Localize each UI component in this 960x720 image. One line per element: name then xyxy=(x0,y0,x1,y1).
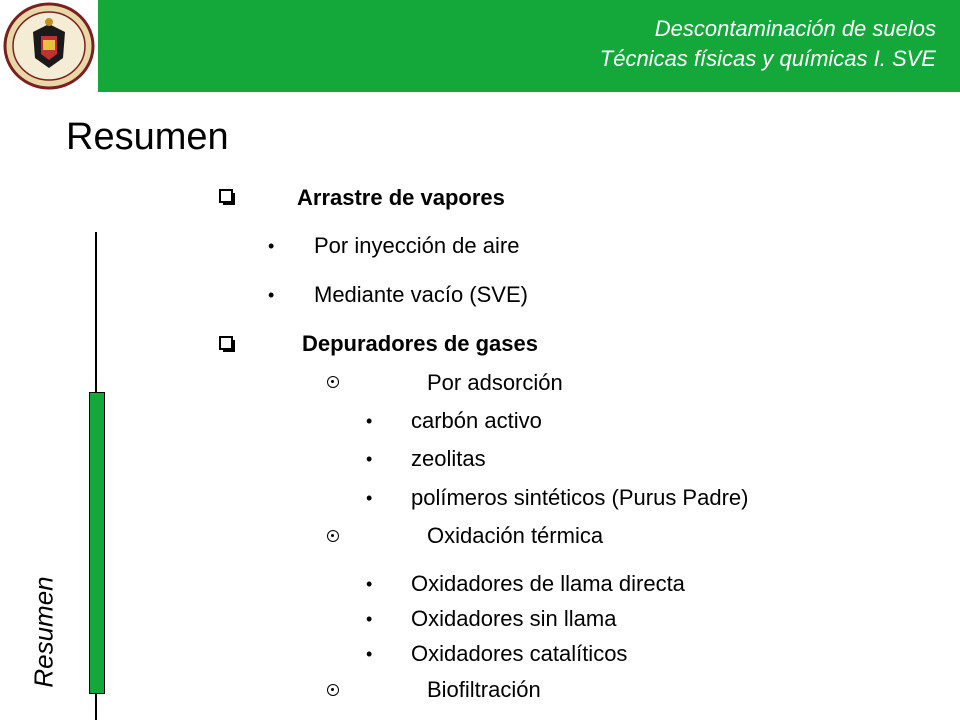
bullet-icon: • xyxy=(366,574,373,594)
bullet-icon: • xyxy=(366,488,373,508)
circle-bullet-icon xyxy=(327,684,339,696)
bullet-icon: • xyxy=(366,644,373,664)
bullet-icon: • xyxy=(366,449,373,469)
university-logo xyxy=(0,0,98,92)
slide-title: Resumen xyxy=(66,116,229,158)
group-label: Biofiltración xyxy=(427,677,541,702)
crest-icon xyxy=(3,2,95,90)
list-item: polímeros sintéticos (Purus Padre) xyxy=(411,485,749,510)
checkbox-square-icon xyxy=(219,189,236,206)
bullet-icon: • xyxy=(268,285,275,305)
section-heading: Depuradores de gases xyxy=(302,331,538,356)
section-heading: Arrastre de vapores xyxy=(297,185,505,210)
list-item: Mediante vacío (SVE) xyxy=(314,282,528,307)
group-label: Por adsorción xyxy=(427,370,563,395)
header-bar xyxy=(0,0,960,92)
group-label: Oxidación térmica xyxy=(427,523,604,548)
list-item: Oxidadores catalíticos xyxy=(411,641,628,666)
course-title: Descontaminación de suelos xyxy=(654,16,936,41)
list-item: Por inyección de aire xyxy=(314,233,520,258)
circle-bullet-icon xyxy=(327,376,339,388)
list-item: Oxidadores sin llama xyxy=(411,606,617,631)
circle-bullet-icon xyxy=(327,530,339,542)
side-section-label: Resumen xyxy=(28,576,59,688)
bullet-icon: • xyxy=(366,411,373,431)
list-item: zeolitas xyxy=(411,446,486,471)
bullet-icon: • xyxy=(366,609,373,629)
list-item: carbón activo xyxy=(411,408,542,433)
bullet-icon: • xyxy=(268,236,275,256)
progress-bar xyxy=(89,392,105,694)
checkbox-square-icon xyxy=(219,336,236,353)
header-titles xyxy=(600,14,936,74)
list-item: Oxidadores de llama directa xyxy=(411,571,685,596)
topic-title: Técnicas físicas y químicas I. SVE xyxy=(599,46,936,71)
